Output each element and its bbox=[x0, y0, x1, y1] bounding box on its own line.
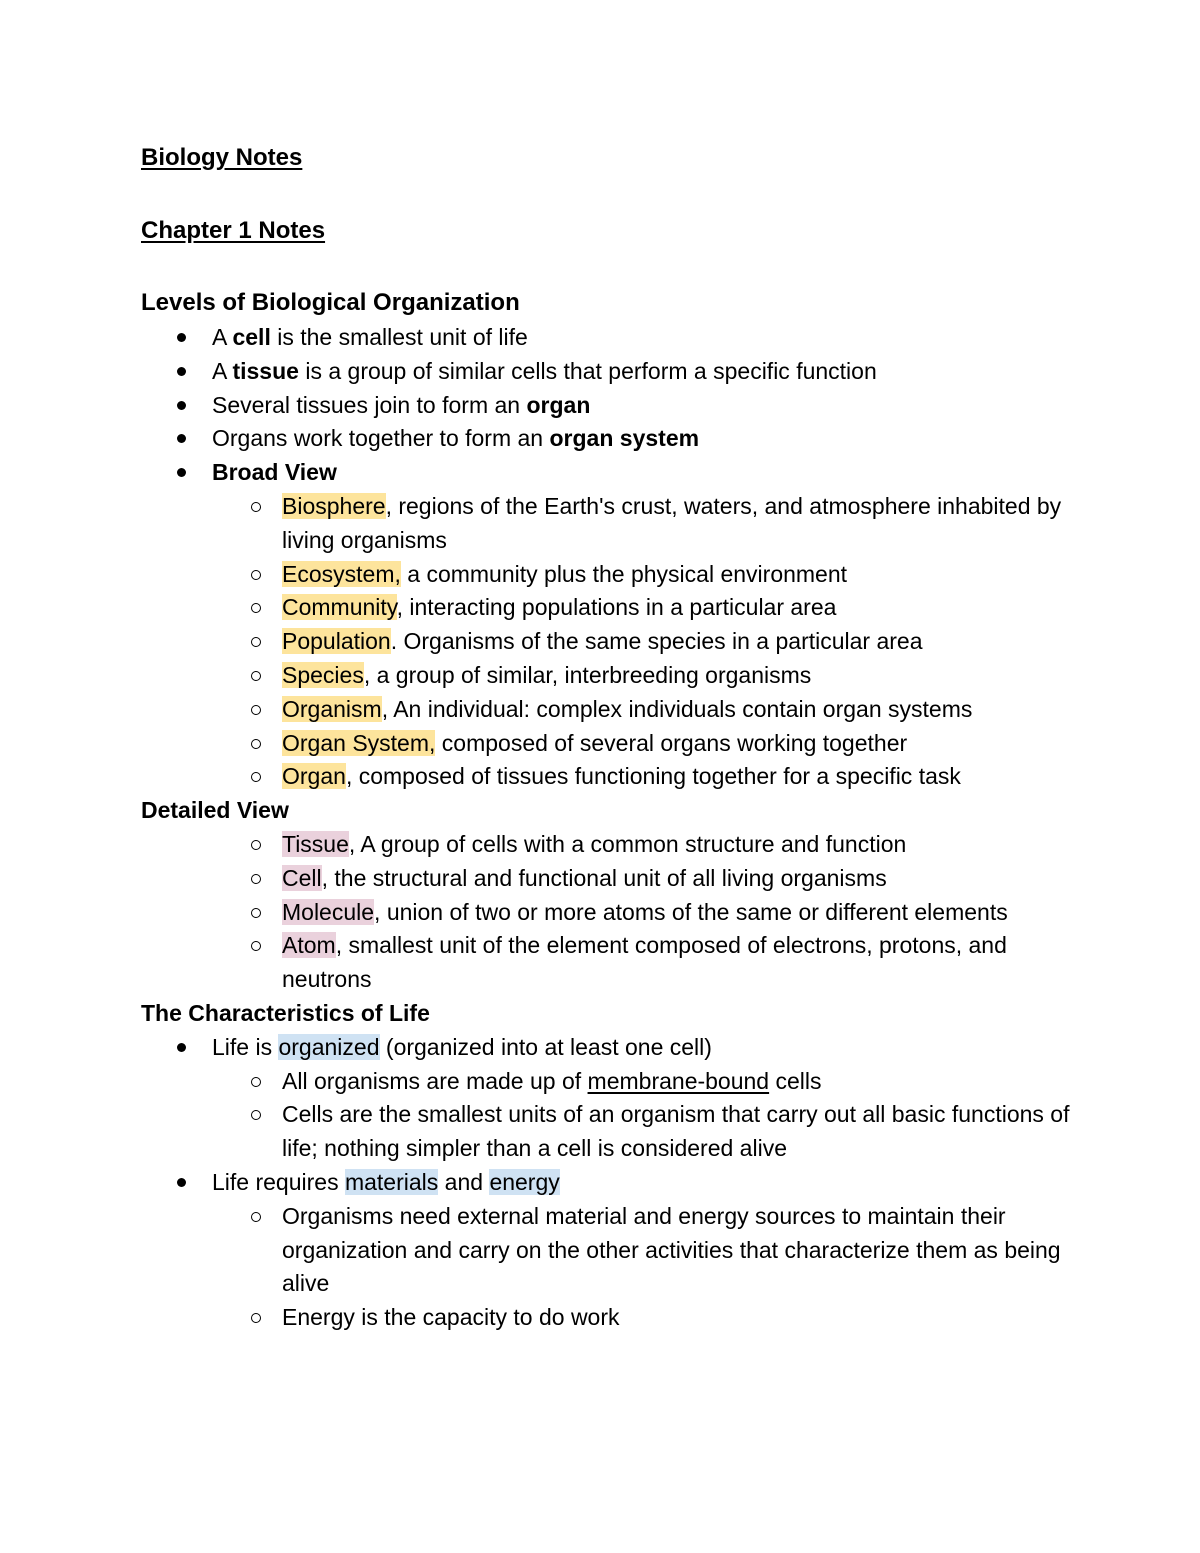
bullet-icon bbox=[177, 401, 186, 410]
list-item: Community, interacting populations in a particular area bbox=[212, 591, 1081, 625]
circle-bullet-icon bbox=[251, 603, 261, 613]
list-item-tissue: A tissue is a group of similar cells that perform a specific function bbox=[141, 355, 1081, 389]
document-title: Biology Notes bbox=[141, 144, 303, 171]
list-item: Energy is the capacity to do work bbox=[212, 1301, 1081, 1335]
circle-bullet-icon bbox=[251, 1313, 261, 1323]
levels-list bbox=[141, 321, 1081, 794]
list-item: Molecule, union of two or more atoms of the same or different elements bbox=[141, 896, 1081, 930]
bullet-icon bbox=[177, 434, 186, 443]
term-cell: cell bbox=[232, 324, 271, 350]
list-item: Biosphere, regions of the Earth's crust, waters, and atmosphere inhabited by living organisms bbox=[212, 490, 1081, 558]
circle-bullet-icon bbox=[251, 502, 261, 512]
detailed-view-heading: Detailed View bbox=[141, 797, 289, 824]
list-item: Organisms need external material and energy sources to maintain their organization and carry on the other activities that characterize them as being alive bbox=[212, 1200, 1081, 1301]
bullet-icon bbox=[177, 333, 186, 342]
term-materials: materials bbox=[344, 1168, 439, 1195]
organized-sublist bbox=[212, 1065, 1081, 1166]
circle-bullet-icon bbox=[251, 874, 261, 884]
levels-heading: Levels of Biological Organization bbox=[141, 289, 520, 316]
bullet-icon bbox=[177, 468, 186, 477]
list-item-organ: Several tissues join to form an organ bbox=[141, 389, 1081, 423]
list-item: Organ System, composed of several organs working together bbox=[212, 727, 1081, 761]
bullet-icon bbox=[177, 1178, 186, 1187]
circle-bullet-icon bbox=[251, 1212, 261, 1222]
list-item-organized: Life is organized (organized into at least one cell) All organisms are made up of membrane-bound cells Cells are the smallest units of an organism that carry out all basic functions of life; nothing simpler than a cell is considered alive bbox=[141, 1031, 1081, 1166]
term-membrane-bound: membrane-bound bbox=[587, 1067, 770, 1094]
list-item: Cells are the smallest units of an organism that carry out all basic functions of life; nothing simpler than a cell is considered alive bbox=[212, 1098, 1081, 1166]
term-organ-system: organ system bbox=[549, 425, 700, 452]
characteristics-heading: The Characteristics of Life bbox=[141, 999, 430, 1026]
requires-sublist bbox=[212, 1200, 1081, 1335]
term-organized: organized bbox=[278, 1033, 380, 1060]
broad-view-label: Broad View bbox=[212, 459, 337, 486]
bullet-icon bbox=[177, 1043, 186, 1052]
circle-bullet-icon bbox=[251, 1110, 261, 1120]
circle-bullet-icon bbox=[251, 772, 261, 782]
bullet-icon bbox=[177, 367, 186, 376]
list-item: Atom, smallest unit of the element composed of electrons, protons, and neutrons bbox=[141, 929, 1081, 997]
circle-bullet-icon bbox=[251, 739, 261, 749]
circle-bullet-icon bbox=[251, 840, 261, 850]
list-item: Ecosystem, a community plus the physical environment bbox=[212, 558, 1081, 592]
list-item: Population. Organisms of the same species in a particular area bbox=[212, 625, 1081, 659]
term-organ: organ bbox=[526, 391, 591, 418]
characteristics-list bbox=[141, 1031, 1081, 1335]
circle-bullet-icon bbox=[251, 1077, 261, 1087]
list-item: Tissue, A group of cells with a common structure and function bbox=[141, 828, 1081, 862]
list-item: Organ, composed of tissues functioning together for a specific task bbox=[212, 760, 1081, 794]
circle-bullet-icon bbox=[251, 671, 261, 681]
term-tissue: tissue bbox=[232, 357, 299, 384]
list-item-organ-system: Organs work together to form an organ system bbox=[141, 422, 1081, 456]
chapter-title: Chapter 1 Notes bbox=[141, 217, 326, 244]
circle-bullet-icon bbox=[251, 705, 261, 715]
circle-bullet-icon bbox=[251, 908, 261, 918]
list-item: Organism, An individual: complex individuals contain organ systems bbox=[212, 693, 1081, 727]
term-energy: energy bbox=[489, 1168, 560, 1195]
list-item: Species, a group of similar, interbreeding organisms bbox=[212, 659, 1081, 693]
list-item: Cell, the structural and functional unit of all living organisms bbox=[141, 862, 1081, 896]
circle-bullet-icon bbox=[251, 941, 261, 951]
list-item-broad-view bbox=[141, 456, 1081, 794]
broad-view-list bbox=[212, 490, 1081, 794]
circle-bullet-icon bbox=[251, 570, 261, 580]
document-page bbox=[141, 140, 1081, 1335]
list-item-cell: A cell is the smallest unit of life bbox=[141, 321, 1081, 355]
list-item: All organisms are made up of membrane-bound cells bbox=[212, 1065, 1081, 1099]
detailed-view-list bbox=[141, 828, 1081, 997]
circle-bullet-icon bbox=[251, 637, 261, 647]
list-item-requires: Life requires materials and energy Organisms need external material and energy sources to maintain their organization and carry on the other activities that characterize them as being alive Energy is the capacity to do work bbox=[141, 1166, 1081, 1335]
